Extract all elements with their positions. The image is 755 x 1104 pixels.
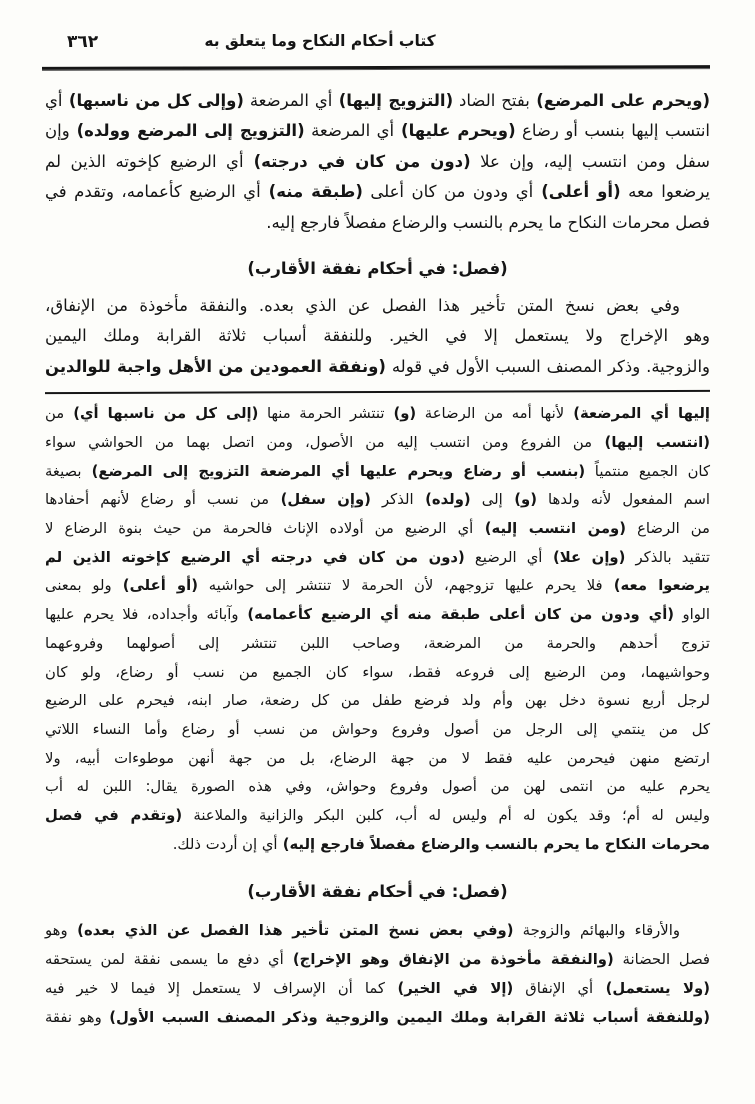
matn-quote-segment: (ولده) — [413, 491, 471, 509]
matn-quote-segment: محرمات النكاح ما يحرم بالنسب والرضاع مفصلاً فارجع إليه) — [277, 835, 710, 853]
text-segment: أي الرضيع كأعمامه، وتقدم في — [45, 182, 261, 202]
matn-quote-segment: (أو أعلى) — [533, 182, 621, 202]
text-line — [45, 429, 710, 458]
matn-quote-segment: (طبقة منه) — [260, 182, 363, 202]
matn-quote-segment: (وإلى كل من ناسبها) — [62, 91, 244, 110]
text-segment: أي ودون من كان أعلى — [362, 182, 534, 202]
text-segment: تنتشر الحرمة منها — [258, 405, 385, 423]
text-segment: من نسب أو رضاع لأنهم أحفادها — [45, 491, 270, 509]
text-segment: تزوج أحدهم والحرمة من المرضعة، وصاحب اللبن تنتشر إلى أصولهما وفروعهما — [45, 634, 710, 652]
text-line — [45, 86, 710, 116]
matn-quote-segment: (دون من كان في درجته) — [243, 151, 471, 171]
text-line — [45, 974, 710, 1003]
text-segment: فصل محرمات النكاح ما يحرم بالنسب والرضاع مفصلاً فارجع إليه. — [266, 212, 710, 232]
text-line — [45, 486, 710, 515]
text-line — [45, 177, 710, 207]
text-line — [45, 831, 710, 860]
text-segment: وفي بعض نسخ المتن تأخير هذا الفصل عن الذي بعده. والنفقة مأخوذة من الإنفاق، — [45, 296, 680, 316]
text-segment: الواو — [674, 606, 710, 624]
text-segment: أي الرضيع كإخوته الذين لم — [45, 151, 244, 171]
matn-quote-segment: (دون من كان في درجته أي الرضيع كإخوته الذين لم — [45, 548, 465, 566]
matn-quote-segment: (ويحرم عليها) — [394, 121, 516, 141]
text-line — [45, 458, 710, 487]
text-segment: تتقيد بالذكر — [625, 548, 711, 566]
text-segment: من — [45, 405, 65, 423]
header-title: كتاب أحكام النكاح وما يتعلق به — [204, 32, 436, 50]
text-line — [45, 147, 710, 177]
text-line — [45, 773, 710, 802]
text-segment: أي المرضعة — [243, 91, 333, 110]
matn-quote-segment: (و) — [384, 405, 417, 423]
matn-quote-segment: (ونفقة العمودين من الأهل واجبة للوالدين — [45, 356, 386, 376]
commentary-section — [45, 393, 710, 1032]
text-segment: أي المرضعة — [304, 121, 395, 141]
matn-quote-segment: (ولا يستعمل) — [593, 979, 711, 997]
text-line — [45, 745, 710, 774]
matn-quote-segment: (والنفقة مأخوذة من الإنفاق وهو الإخراج) — [283, 950, 614, 968]
matn-quote-segment: (التزويج إلى المرضع وولده) — [69, 121, 305, 141]
text-line — [45, 400, 710, 429]
text-column — [45, 70, 710, 1032]
text-segment: والزوجية. وذكر المصنف السبب الأول في قوله — [385, 356, 710, 376]
text-line — [45, 352, 710, 382]
text-segment: سفل ومن انتسب إليه، وإن علا — [470, 151, 710, 171]
text-line — [45, 802, 710, 831]
text-line — [45, 601, 710, 630]
text-segment: اسم المفعول لأنه ولدها — [536, 491, 711, 509]
text-line — [45, 515, 710, 544]
text-segment: إلى — [470, 491, 503, 509]
matn-quote-segment: (ومن انتسب إليه) — [473, 520, 627, 538]
text-line — [45, 687, 710, 716]
matn-quote-segment: يرضعوا معه) — [602, 577, 710, 595]
matn-quote-segment: (و) — [502, 491, 537, 509]
text-segment: لأنها أمه من الرضاعة — [416, 405, 565, 423]
text-segment: وحواشيهما، ومن الرضيع إلى فروعه فقط، سواء كان الجميع من نسب أو رضاع، ولو كان — [45, 663, 710, 681]
text-segment: يحرم عليه من انتمى لهن من أصول وفروع وحواش، وفي هذه الصورة يقال: اللبن له أب — [45, 778, 710, 796]
text-segment: أي دفع ما يسمى نفقة لمن يستحقه — [45, 950, 284, 968]
matn-quote-segment: (إلى كل من ناسبها أي) — [64, 405, 259, 423]
text-segment: الذكر — [370, 491, 414, 509]
text-line — [45, 544, 710, 573]
text-line — [45, 945, 710, 974]
text-segment: وآبائه وأجداده، فلا يحرم عليها — [45, 606, 239, 624]
matn-paragraph-1 — [45, 86, 710, 238]
matn-quote-segment: (بنسب أو رضاع ويحرم عليها أي المرضعة التزويج إلى المرضع) — [81, 462, 586, 480]
text-segment: أي الرضيع من أولاده الإناث فالحرمة من حيث بنوة الرضاع لا — [45, 520, 474, 538]
commentary-paragraph-2 — [45, 916, 710, 1033]
text-line — [45, 630, 710, 659]
matn-quote-segment: (ويحرم على المرضع) — [529, 91, 710, 110]
commentary-fasl-heading: (فصل: في أحكام نفقة الأقارب) — [247, 881, 508, 901]
text-segment: وإن — [45, 121, 70, 141]
text-line — [45, 716, 710, 745]
text-segment: ارتضع منهن فيحرمن عليه فقط لا من جهة الرضاع، بل من جهة أنهن موطوءات أبيه، ولا — [45, 749, 710, 767]
text-segment: بصيغة — [45, 462, 82, 480]
matn-paragraph-2 — [45, 291, 710, 382]
matn-quote-segment: (وللنفقة أسباب ثلاثة القرابة وملك اليمين والزوجية وذكر المصنف السبب الأول) — [101, 1009, 710, 1027]
text-segment: من الرضاع — [626, 520, 710, 538]
matn-quote-segment: (وإن علا) — [542, 548, 626, 566]
text-line — [45, 116, 710, 146]
text-segment: وهو نفقة — [45, 1009, 102, 1027]
text-segment: أي الإنفاق — [513, 979, 594, 997]
text-segment: كل من ينتمي إلى الرجل من أصول وفروع وحواش من نسب أو رضاع وأما النساء اللاتي — [45, 720, 710, 738]
page-header — [45, 30, 710, 64]
matn-quote-segment: (أو أعلى) — [111, 577, 198, 595]
text-segment: فصل الحضانة — [613, 950, 710, 968]
matn-section — [45, 70, 710, 382]
matn-fasl-heading: (فصل: في أحكام نفقة الأقارب) — [247, 259, 508, 279]
text-line — [45, 321, 710, 351]
matn-quote-segment: (إلا في الخير) — [384, 979, 514, 997]
text-line — [45, 291, 710, 321]
text-segment: وليس له أم؛ وقد يكون له أم وليس له أب، كلبن البكر والزانية والملاعنة — [182, 807, 710, 825]
matn-quote-segment: (وإن سفل) — [269, 491, 371, 509]
text-segment: انتسب إليها بنسب أو رضاع — [515, 121, 711, 141]
text-segment: وهو الإخراج ولا يستعمل إلا في الخير. وللنفقة أسباب ثلاثة القرابة وملك اليمين — [45, 326, 710, 346]
text-segment: كما أن الإسراف لا يستعمل إلا فيما لا خير فيه — [45, 979, 385, 997]
text-line — [45, 208, 710, 238]
text-segment: لرجل أربع نسوة دخل بهن وأم ولد فرضع طفل من كل رضعة، صار ابنه، فيحرم على الرضيع — [45, 692, 710, 710]
text-segment: أي الرضيع — [464, 548, 543, 566]
matn-quote-segment: (وفي بعض نسخ المتن تأخير هذا الفصل عن الذي بعده) — [67, 921, 514, 939]
text-line — [45, 1003, 710, 1032]
text-segment: وهو — [45, 921, 68, 939]
text-segment: أي — [45, 91, 63, 110]
text-segment: ولو بمعنى — [45, 577, 112, 595]
commentary-paragraph-1 — [45, 400, 710, 859]
text-line — [45, 572, 710, 601]
matn-quote-segment: (انتسب إليها) — [592, 433, 710, 451]
text-line — [45, 916, 710, 945]
matn-quote-segment: (وتقدم في فصل — [45, 807, 183, 825]
page-number: ٣٦٢ — [67, 32, 99, 52]
text-segment: فلا يحرم عليها تزوجهم، لأن الحرمة لا تنتشر إلى حواشيه — [197, 577, 603, 595]
matn-quote-segment: إليها أي المرضعة) — [564, 405, 711, 423]
matn-quote-segment: (أي ودون من كان أعلى طبقة منه أي الرضيع كأعمامه) — [238, 606, 675, 624]
text-segment: كان الجميع منتمياً — [585, 462, 710, 480]
text-segment: يرضعوا معه — [620, 182, 711, 202]
matn-quote-segment: (التزويج إليها) — [332, 91, 454, 110]
text-segment: من الفروع ومن انتسب إليه من الأصول، ومن اتصل بهما من الحواشي سواء — [45, 433, 593, 451]
text-segment: أي إن أردت ذلك. — [172, 835, 278, 853]
text-line — [45, 659, 710, 688]
text-segment: بفتح الضاد — [453, 91, 530, 110]
text-segment: والأرقاء والبهائم والزوجة — [513, 921, 680, 939]
